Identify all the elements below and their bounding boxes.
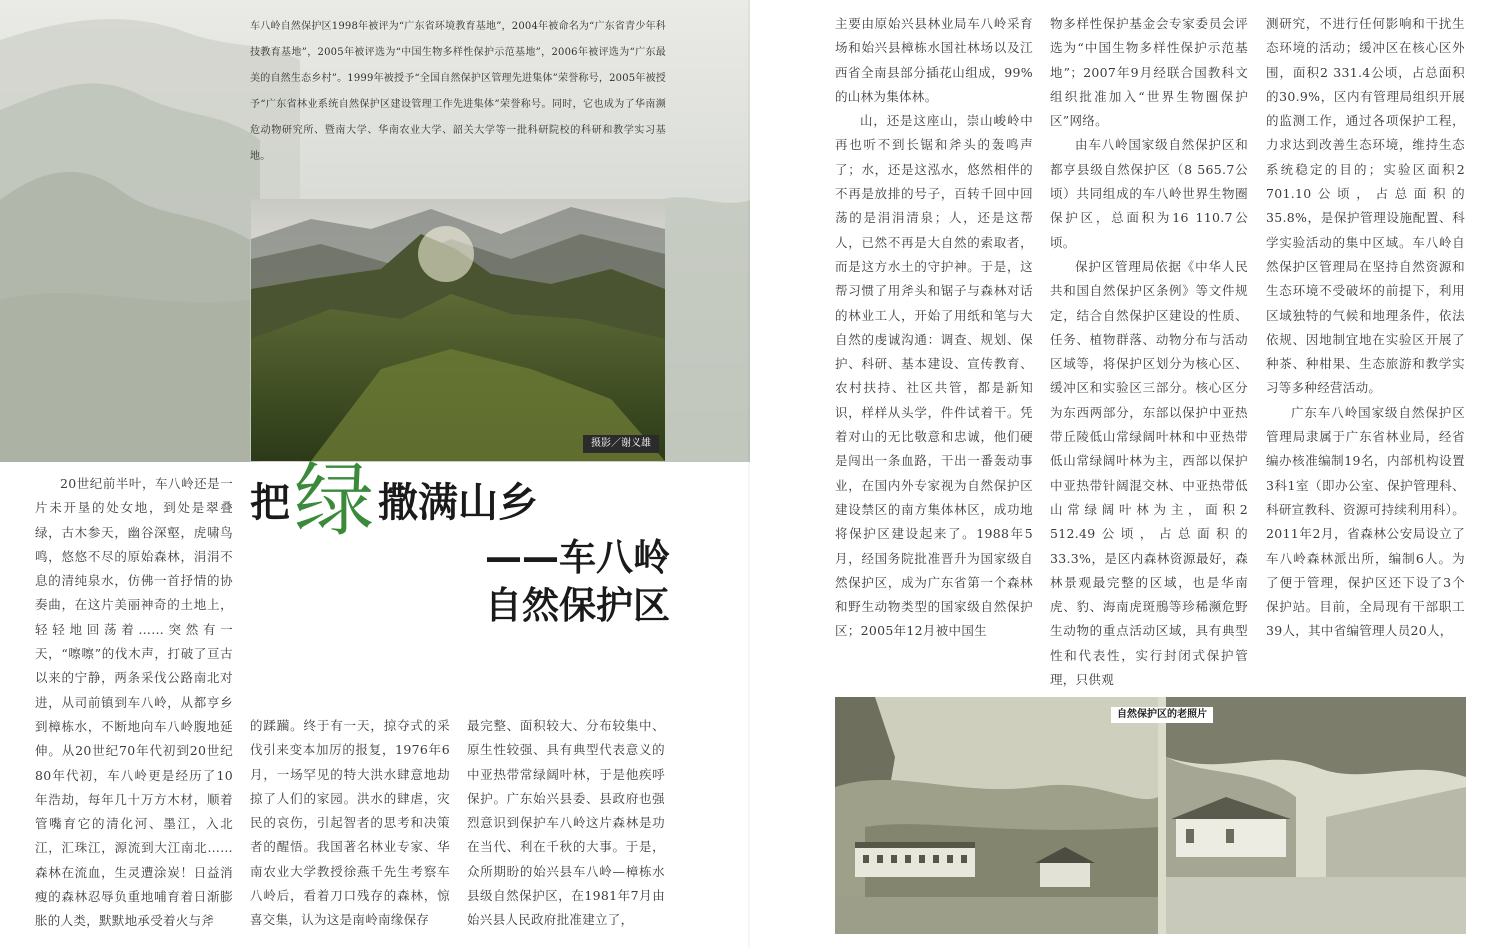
old-building-image [835,697,1158,934]
intro-paragraph: 车八岭自然保护区1998年被评为“广东省环境教育基地”，2004年被命名为“广东省青少年科技教育基地”，2005年被评选为“中国生物多样性保护示范基地”，2006年被评选为“广东最美的自然生态乡村”。1999年被授予“全国自然保护区管理先进集体”荣誉称号，2005年被授予“广东省林业系统自然保护区建设管理工作先进集体”荣誉称号。同时，它也成为了华南濒危动物研究所、暨南大学、华南农业大学、韶关大学等一批科研院校的科研和教学实习基地。 [250,21,666,162]
body-paragraph: 主要由原始兴县林业局车八岭采育场和始兴县樟栋水国社林场以及江西省全南县部分插花山组成，99%的山林为集体林。 [835,16,1033,104]
right-page [750,0,1500,948]
title-part-2: 撒满山乡 [378,480,538,526]
body-paragraph: 物多样性保护基金会专家委员会评选为“中国生物多样性保护示范基地”；2007年9月经联合国教科文组织批准加入“世界生物圈保护区”网络。 [1050,16,1248,129]
title-line-2: ——车八岭 [485,536,670,579]
mountain-landscape-image [251,199,665,461]
body-paragraph: 山，还是这座山，崇山峻岭中再也听不到长锯和斧头的轰鸣声了；水，还是这泓水，悠然相伴的不再是放排的号子，百转千回中回荡的是涓涓清泉；人，还是这帮人，已然不再是大自然的索取者，而是这方水土的守护神。于是，这帮习惯了用斧头和锯子与森林对话的林业工人，开始了用纸和笔与大自然的虔诚沟通：调查、规划、保护、科研、基本建设、宣传教育、农村扶持、社区共管，都是新知识，样样从头学，件件试着干。凭着对山的无比敬意和忠诚，他们硬是闯出一条血路，干出一番轰动事业，在国内外专家视为自然保护区建设禁区的南方集体林区，成功地将保护区建设起来了。1988年5月，经国务院批准晋升为国家级自然保护区，成为广东省第一个森林和野生动物类型的国家级自然保护区；2005年12月被中国生 [835,113,1033,639]
body-column-1 [35,472,233,934]
article-title [250,440,670,630]
title-line-3: 自然保护区 [485,584,670,627]
mountain-sunrise-photo [251,199,665,461]
old-photos-label: 自然保护区的老照片 [1111,707,1213,723]
title-part-1: 把 [250,480,290,526]
body-column-6 [1266,12,1465,644]
title-line-1 [250,456,538,548]
body-column-3: 最完整、面积较大、分布较集中、原生性较强、具有典型代表意义的中亚热带常绿阔叶林，于是他疾呼保护。广东始兴县委、县政府也强烈意识到保护车八岭这片森林是功在当代、利在千秋的大事。于是，众所期盼的始兴县车八岭—樟栋水县级自然保护区，在1981年7月由始兴县人民政府批准建立了， [467,718,665,928]
old-photo-buildings [835,697,1158,934]
old-photo-valley [1166,697,1466,934]
title-green-character: 绿 [294,454,374,547]
body-paragraph: 保护区管理局依据《中华人民共和国自然保护区条例》等文件规定，结合自然保护区建设的性质、任务、植物群落、动物分布与活动区域等，将保护区划分为核心区、缓冲区和实验区三部分。核心区分为东西两部分，东部以保护中亚热带丘陵低山常绿阔叶林和中亚热带低山常绿阔叶林为主，西部以保护中亚热带针阔混交林、中亚热带低山常绿阔叶林为主，面积2 512.49公顷，占总面积的33.3%，是区内森林资源最好，森林景观最完整的区域，也是华南虎、豹、海南虎斑鳽等珍稀濒危野生动物的重点活动区域，具有典型性和代表性，实行封闭式保护管理，只供观 [1050,258,1248,688]
old-valley-image [1166,697,1466,934]
body-column-4 [835,12,1033,644]
body-paragraph: 广东车八岭国家级自然保护区管理局隶属于广东省林业局，经省编办核准编制19名，内部机构设置3科1室（即办公室、保护管理科、科研宣教科、资源可持续利用科）。2011年2月，省森林公安局设立了车八岭森林派出所，编制6人。为了便于管理，保护区还下设了3个保护站。目前，全局现有干部职工39人，其中省编管理人员20人， [1266,404,1465,639]
old-photos-panel [835,697,1466,934]
photo-credit: 摄影／谢义雄 [583,435,659,453]
body-paragraph: 测研究，不进行任何影响和干扰生态环境的活动；缓冲区在核心区外围，面积2 331.4公顷，占总面积的30.9%，区内有管理局组织开展的监测工作，通过各项保护工程，力求达到改善生态环境，维持生态系统稳定的目的；实验区面积2 701.10公顷，占总面积的35.8%，是保护管理设施配置、科学实验活动的集中区域。车八岭自然保护区管理局在坚持自然资源和生态环境不受破坏的前提下，利用区域独特的气候和地理条件，依法依规、因地制宜地在实验区开展了种茶、种柑果、生态旅游和教学实习等多种经营活动。 [1266,16,1465,396]
body-column-5 [1050,12,1248,692]
body-column-2: 的蹂躏。终于有一天，掠夺式的采伐引来变本加厉的报复，1976年6月，一场罕见的特大洪水肆意地劫掠了人们的家园。洪水的肆虐，灾民的哀伤，引起智者的思考和决策者的醒悟。我国著名林业专家、华南农业大学教授徐燕千先生考察车八岭后，看着刀口残存的森林，惊喜交集，认为这是南岭南缘保存 [250,718,450,928]
body-paragraph: 20世纪前半叶，车八岭还是一片未开垦的处女地，到处是翠叠绿，古木参天，幽谷深壑，虎啸鸟鸣，悠悠不尽的原始森林，涓涓不息的清纯泉水，仿佛一首抒情的协奏曲，在这片美丽神奇的土地上，轻轻地回荡着……突然有一天，“嚓嚓”的伐木声，打破了亘古以来的宁静，两条采伐公路南北对进，从司前镇到车八岭，从都亨乡到樟栋水，不断地向车八岭腹地延伸。从20世纪70年代初到20世纪80年代初，车八岭更是经历了10年浩劫，每年几十万方木材，顺着管嘴育它的清化河、墨江，入北江，汇珠江，源流到大江南北……森林在流血，生灵遭涂炭！日益消瘦的森林忍辱负重地哺育着日渐膨胀的人类，默默地承受着火与斧 [35,476,233,929]
body-paragraph: 由车八岭国家级自然保护区和都亨县级自然保护区（8 565.7公顷）共同组成的车八岭世界生物圈保护区，总面积为16 110.7公顷。 [1050,137,1248,250]
